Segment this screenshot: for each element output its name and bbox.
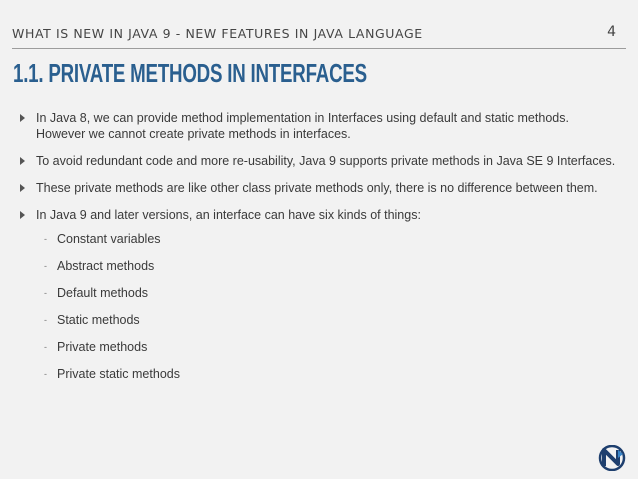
- bullet-text: In Java 8, we can provide method implementation in Interfaces using default and static methods. However we cannot create private methods in interfaces.: [36, 111, 569, 141]
- logo-icon: [594, 445, 630, 471]
- dash-marker: -: [44, 315, 47, 325]
- sub-list-item: [44, 366, 616, 393]
- header-title: WHAT IS NEW IN JAVA 9 - NEW FEATURES IN JAVA LANGUAGE: [12, 26, 423, 41]
- bullet-arrow-icon: [20, 211, 25, 219]
- dash-marker: -: [44, 288, 47, 298]
- dash-marker: -: [44, 261, 47, 271]
- sub-item-text: Static methods: [57, 313, 140, 327]
- page-number: 4: [607, 24, 616, 40]
- sub-list-item: [44, 339, 616, 366]
- sub-item-text: Constant variables: [57, 232, 161, 246]
- bullet-item: [36, 110, 616, 142]
- sub-list-item: [44, 312, 616, 339]
- bullet-text: In Java 9 and later versions, an interface can have six kinds of things:: [36, 208, 421, 222]
- bullet-text: These private methods are like other class private methods only, there is no difference between them.: [36, 181, 598, 195]
- bullet-arrow-icon: [20, 157, 25, 165]
- dash-marker: -: [44, 234, 47, 244]
- sub-item-text: Abstract methods: [57, 259, 155, 273]
- dash-marker: -: [44, 369, 47, 379]
- bullet-list: [36, 110, 616, 404]
- sub-item-text: Private static methods: [57, 367, 180, 381]
- logo-letter: [604, 450, 618, 466]
- bullet-text: To avoid redundant code and more re-usability, Java 9 supports private methods in Java SE 9 Interfaces.: [36, 154, 616, 168]
- bullet-arrow-icon: [20, 184, 25, 192]
- sub-item-text: Private methods: [57, 340, 148, 354]
- slide-title: 1.1. PRIVATE METHODS IN INTERFACES: [13, 58, 367, 88]
- bullet-item: [36, 153, 616, 169]
- sub-list-item: [44, 285, 616, 312]
- sub-list-item: [44, 231, 616, 258]
- sub-list-item: [44, 258, 616, 285]
- bullet-item: [36, 207, 616, 393]
- dash-marker: -: [44, 342, 47, 352]
- header-divider: [12, 48, 626, 49]
- sub-list: [36, 231, 616, 393]
- sub-item-text: Default methods: [57, 286, 149, 300]
- bullet-arrow-icon: [20, 114, 25, 122]
- bullet-item: [36, 180, 616, 196]
